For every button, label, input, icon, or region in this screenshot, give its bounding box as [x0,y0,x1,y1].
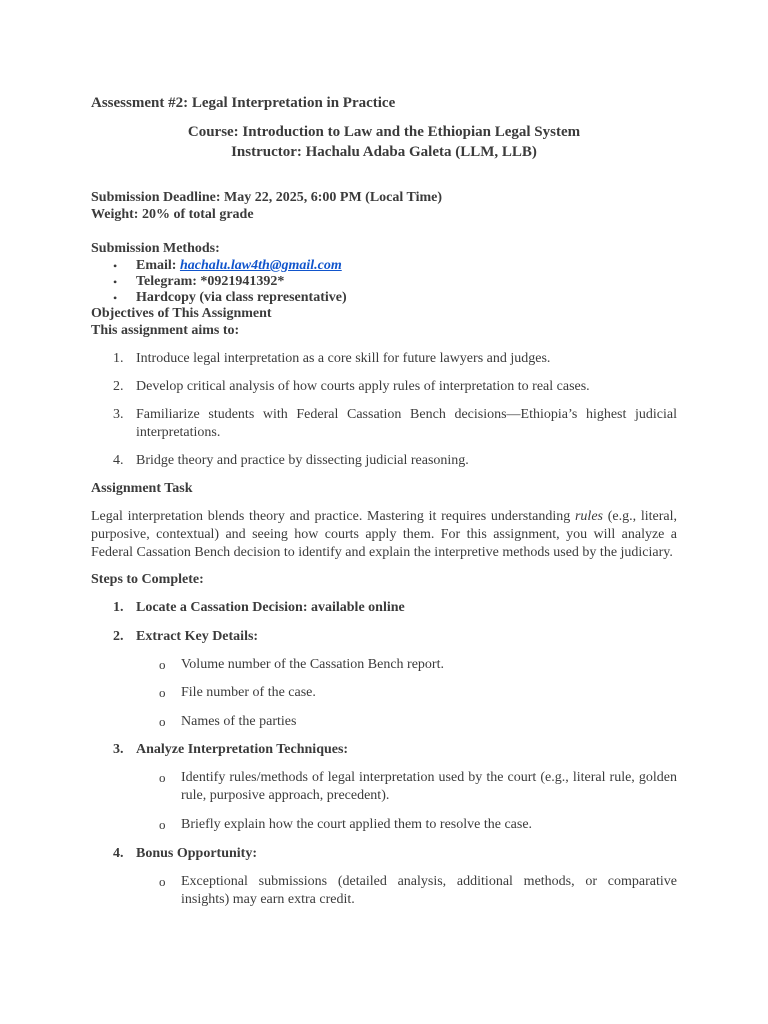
email-label: Email: [136,258,180,273]
task-text-emphasis: rules [574,509,603,524]
step-number: 1. [113,600,124,615]
sub-bullet-icon: o [159,874,166,889]
task-text-part2: (e.g., literal, purposive, contextual) and seeing how courts apply them. For this assignment, you will analyze a Federal Cassation Bench decision to identify and explain the interpretive methods used by the judiciary. [91,509,677,560]
task-text-part1: Legal interpretation blends theory and practice. Mastering it requires understanding [91,509,575,524]
weight: Weight: 20% of total grade [91,207,254,222]
objective-number: 1. [113,351,124,366]
course-line: Course: Introduction to Law and the Ethiopian Legal System [187,124,581,140]
sub-bullet-icon: o [159,817,166,832]
step-label: Analyze Interpretation Techniques: [136,742,349,757]
step-sub-item: File number of the case. [181,685,316,700]
method-hardcopy: Hardcopy (via class representative) [136,290,347,305]
step-label: Bonus Opportunity: [136,846,257,861]
sub-bullet-icon: o [159,657,166,672]
objective-number: 3. [113,407,124,422]
email-link[interactable]: hachalu.law4th@gmail.com [179,258,342,273]
sub-bullet-icon: o [159,685,166,700]
bullet-icon: • [113,291,118,305]
step-sub-item: Exceptional submissions (detailed analysis, additional methods, or comparative insights) may earn extra credit. [181,874,677,907]
step-label: Extract Key Details: [136,629,259,644]
method-telegram: Telegram: *0921941392* [136,274,285,289]
step-sub-item: Names of the parties [181,714,297,729]
objective-item: Introduce legal interpretation as a core skill for future lawyers and judges. [136,351,551,366]
objective-item: Familiarize students with Federal Cassation Bench decisions—Ethiopia’s highest judicial interpretations. [136,407,677,440]
aims-intro: This assignment aims to: [91,323,240,338]
step-sub-item: Volume number of the Cassation Bench report. [181,657,444,672]
step-label: Locate a Cassation Decision: available online [136,600,405,615]
objective-item: Develop critical analysis of how courts apply rules of interpretation to real cases. [136,379,590,394]
assignment-task-heading: Assignment Task [91,481,193,496]
objectives-heading: Objectives of This Assignment [91,306,272,321]
step-sub-item: Identify rules/methods of legal interpretation used by the court (e.g., literal rule, golden rule, purposive approach, precedent). [181,770,677,803]
objective-number: 2. [113,379,124,394]
step-number: 2. [113,629,124,644]
sub-bullet-icon: o [159,714,166,729]
steps-heading: Steps to Complete: [91,572,204,587]
task-paragraph [91,508,677,562]
bullet-icon: • [113,259,118,273]
objective-item: Bridge theory and practice by dissecting judicial reasoning. [136,453,469,468]
instructor-line: Instructor: Hachalu Adaba Galeta (LLM, LLB) [231,144,537,160]
submission-deadline: Submission Deadline: May 22, 2025, 6:00 PM (Local Time) [91,190,443,205]
step-number: 4. [113,846,124,861]
sub-bullet-icon: o [159,770,166,785]
bullet-icon: • [113,275,118,289]
objective-number: 4. [113,453,124,468]
page-title: Assessment #2: Legal Interpretation in Practice [91,95,396,111]
step-sub-item: Briefly explain how the court applied them to resolve the case. [181,817,533,832]
submission-methods-heading: Submission Methods: [91,241,220,256]
step-number: 3. [113,742,124,757]
